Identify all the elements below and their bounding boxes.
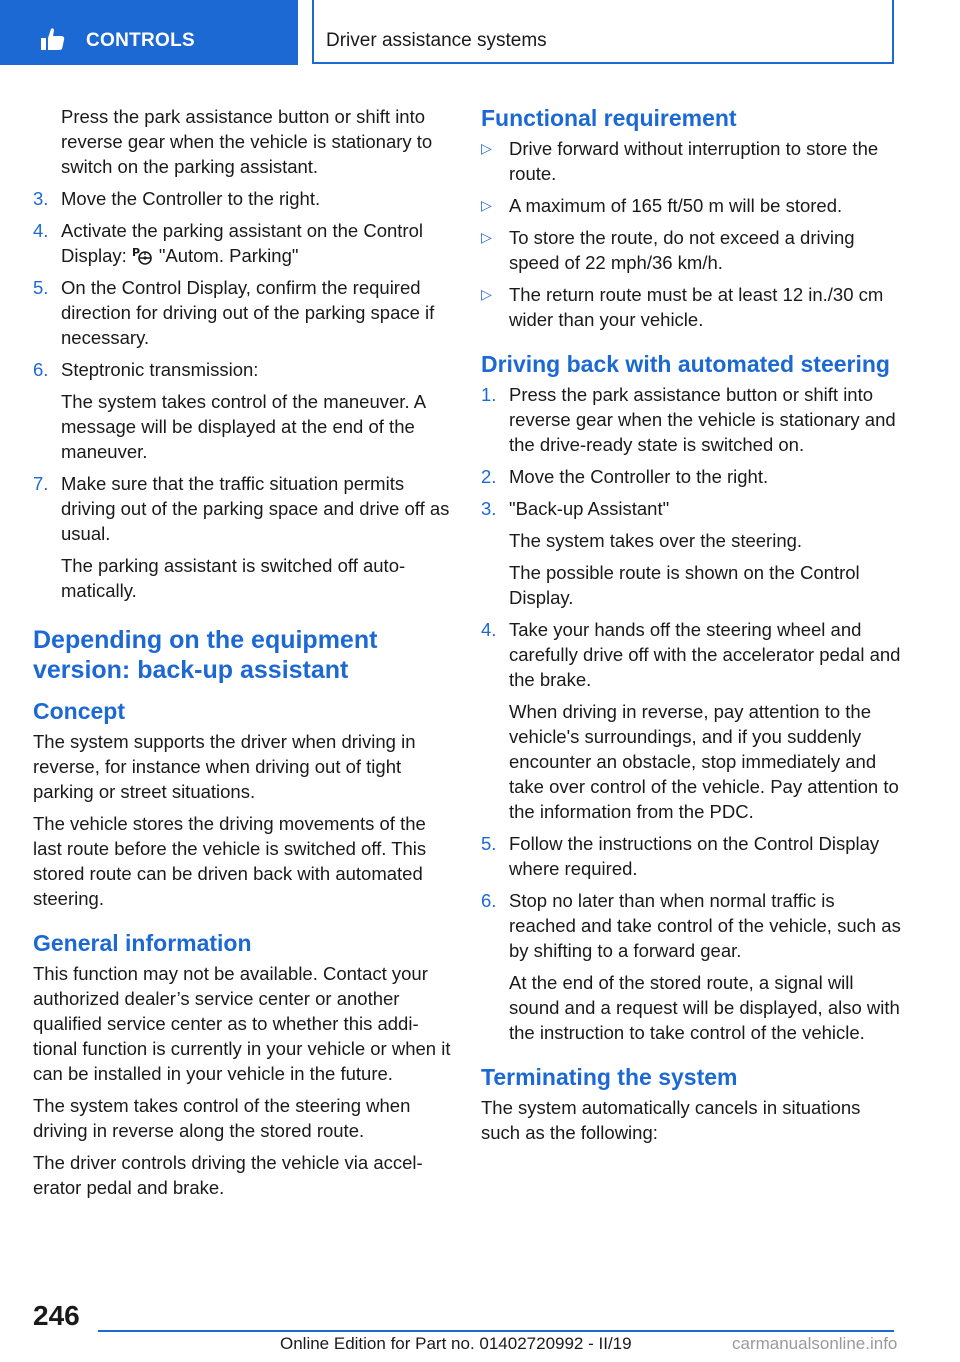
step-text: Move the Controller to the right.	[61, 188, 321, 209]
step-number: 4.	[481, 619, 497, 640]
triangle-bullet-icon: ▷	[481, 197, 492, 213]
step-extra-text: At the end of the stored route, a signal will sound and a request will be displayed, also with the instruction to take control of the vehicle.	[509, 972, 900, 1043]
step-extra-text: The possible route is shown on the Control Display.	[509, 562, 860, 608]
left-column	[33, 104, 451, 1207]
general-paragraph-2: The system takes control of the steering when driving in reverse along the stored route.	[33, 1095, 411, 1141]
bullet-text: To store the route, do not exceed a driving speed of 22 mph/36 km/h.	[509, 227, 855, 273]
step-text: Move the Controller to the right.	[509, 466, 769, 487]
bullet-text: The return route must be at least 12 in./30 cm wider than your vehicle.	[509, 284, 884, 330]
concept-paragraph-2: The vehicle stores the driving movements of the last route before the vehicle is switched off. This stored route can be driven back with automated steering.	[33, 813, 427, 909]
step-text: Follow the instructions on the Control Display where required.	[509, 833, 880, 879]
list-item	[481, 193, 901, 218]
list-item	[481, 617, 901, 824]
terminating-heading: Terminating the system	[481, 1064, 738, 1090]
step-number: 3.	[481, 498, 497, 519]
step-text: "Back-up Assistant"	[509, 498, 670, 519]
list-item	[33, 186, 451, 211]
step-extra-text: When driving in reverse, pay attention to the vehicle's surroundings, and if you suddenly encounter an obstacle, stop immediately and take over control of the vehicle. Pay attention to the information from the PDC.	[509, 701, 899, 822]
list-item	[33, 471, 451, 603]
page-number: 246	[33, 1300, 80, 1331]
step-text: Make sure that the traffic situation permits driving out of the parking space and drive off as usual.	[61, 473, 450, 544]
list-item	[33, 275, 451, 350]
controls-tab[interactable]	[0, 0, 298, 65]
edition-text: Online Edition for Part no. 01402720992 - II/19	[280, 1334, 632, 1353]
driving-back-heading: Driving back with automated steering	[481, 351, 890, 377]
step-extra-text: The parking assistant is switched off automatically.	[61, 555, 406, 601]
triangle-bullet-icon: ▷	[481, 229, 492, 245]
section-title-box	[312, 0, 894, 64]
list-item	[481, 831, 901, 881]
list-item	[481, 282, 901, 332]
triangle-bullet-icon: ▷	[481, 140, 492, 156]
functional-requirement-heading: Functional requirement	[481, 105, 737, 131]
step-number: 7.	[33, 473, 49, 494]
concept-heading: Concept	[33, 698, 125, 724]
bullet-text: Drive forward without interruption to store the route.	[509, 138, 879, 184]
general-paragraph-1: This function may not be available. Contact your authorized dealer’s service center or another qualified service center as to whether this additional function is currently in your vehicle or when it can be installed in your vehicle in the future.	[33, 963, 451, 1084]
step-extra-text: The system takes over the steering.	[509, 530, 803, 551]
step-number: 4.	[33, 220, 49, 241]
step-number: 5.	[33, 277, 49, 298]
step-text: Press the park assistance button or shift into reverse gear when the vehicle is stationary and the drive-ready state is switched on.	[509, 384, 896, 455]
intro-paragraph: Press the park assistance button or shift into reverse gear when the vehicle is stationary to switch on the parking assistant.	[61, 106, 433, 177]
parking-assistant-icon	[131, 245, 153, 265]
controls-tab-label: CONTROLS	[86, 30, 196, 51]
section-title: Driver assistance systems	[326, 30, 547, 51]
step-number: 5.	[481, 833, 497, 854]
watermark: carmanualsonline.info	[732, 1334, 898, 1353]
general-information-heading: General information	[33, 930, 252, 956]
svg-text:P: P	[131, 246, 140, 259]
step-extra-text: The system takes control of the maneuver. A message will be displayed at the end of the maneuver.	[61, 391, 426, 462]
step-number: 1.	[481, 384, 497, 405]
page-header	[0, 0, 960, 66]
step-text	[61, 218, 451, 268]
bullet-text: A maximum of 165 ft/50 m will be stored.	[509, 195, 843, 216]
step-text: Stop no later than when normal traffic is reached and take control of the vehicle, such as by shifting to a forward gear.	[509, 890, 901, 961]
list-item	[481, 382, 901, 457]
step-number: 6.	[481, 890, 497, 911]
step-text-pre: Activate the parking assistant on the Control Display:	[61, 220, 423, 266]
list-item	[481, 464, 901, 489]
list-item	[33, 357, 451, 464]
step-number: 3.	[33, 188, 49, 209]
step-text: Steptronic transmission:	[61, 359, 259, 380]
step-text-post: "Autom. Parking"	[158, 245, 299, 266]
step-number: 2.	[481, 466, 497, 487]
list-item	[481, 225, 901, 275]
general-paragraph-3: The driver controls driving the vehicle via accelerator pedal and brake.	[33, 1152, 423, 1198]
right-column	[481, 104, 901, 1152]
list-item	[481, 136, 901, 186]
step-text: On the Control Display, confirm the required direction for driving out of the parking space if necessary.	[61, 277, 435, 348]
triangle-bullet-icon: ▷	[481, 286, 492, 302]
step-text: Take your hands off the steering wheel and carefully drive off with the accelerator pedal and the brake.	[509, 619, 901, 690]
section-heading: Depending on the equipment version: back-up assistant	[33, 626, 378, 684]
list-item	[481, 496, 901, 610]
step-number: 6.	[33, 359, 49, 380]
terminating-paragraph: The system automatically cancels in situations such as the following:	[481, 1097, 861, 1143]
list-item	[33, 218, 451, 268]
list-item	[481, 888, 901, 1045]
concept-paragraph-1: The system supports the driver when driving in reverse, for instance when driving out of tight parking or street situations.	[33, 731, 416, 802]
hand-pointer-icon	[38, 26, 68, 52]
footer-divider	[98, 1330, 894, 1332]
